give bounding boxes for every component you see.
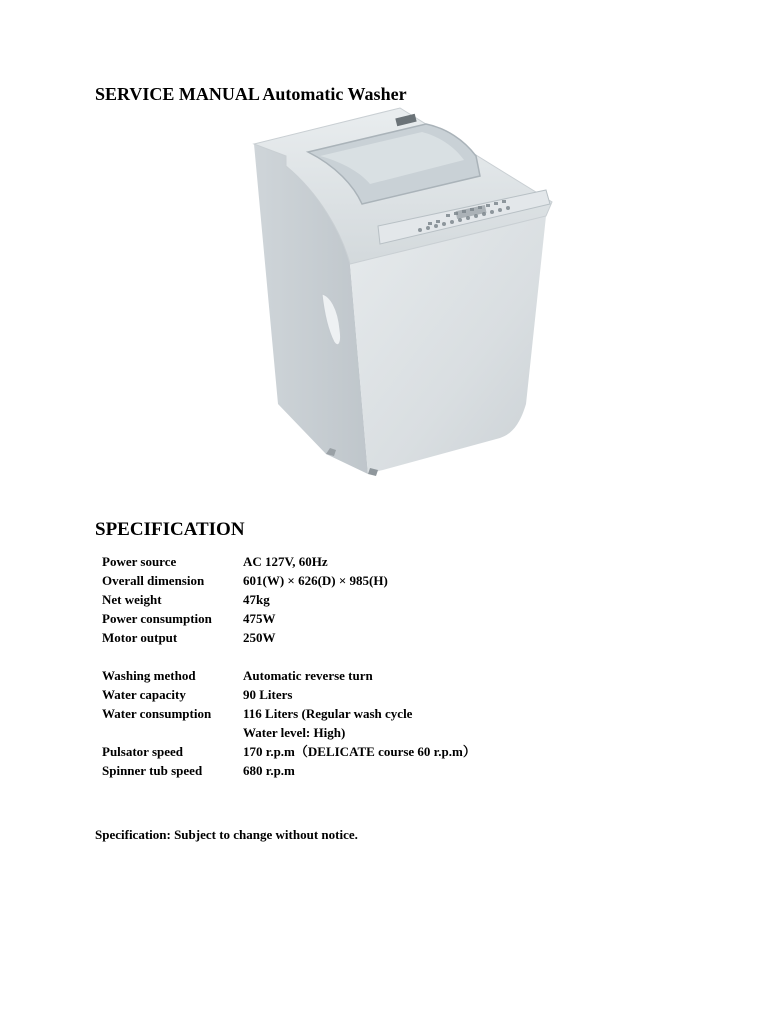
table-row — [102, 609, 476, 628]
spec-value: 475W — [243, 611, 276, 626]
table-row — [102, 685, 476, 704]
table-row — [102, 571, 476, 590]
table-row — [102, 704, 476, 723]
spec-label: Net weight — [102, 592, 162, 607]
spec-value: 601(W) × 626(D) × 985(H) — [243, 573, 388, 588]
spec-label: Overall dimension — [102, 573, 205, 588]
spec-label: Pulsator speed — [102, 744, 184, 759]
spec-label: Power source — [102, 554, 177, 569]
spec-value: Automatic reverse turn — [243, 668, 373, 683]
table-spacer — [102, 647, 476, 666]
spec-value: AC 127V, 60Hz — [243, 554, 328, 569]
spec-value: 90 Liters — [243, 687, 293, 702]
document-title: SERVICE MANUAL Automatic Washer — [95, 84, 407, 104]
spec-label: Washing method — [102, 668, 196, 683]
table-row — [102, 723, 476, 742]
table-row — [102, 590, 476, 609]
spec-label: Water capacity — [102, 687, 186, 702]
spec-label: Water consumption — [102, 706, 212, 721]
table-row — [102, 666, 476, 685]
table-row — [102, 552, 476, 571]
spec-value: Water level: High) — [243, 725, 346, 740]
table-row — [102, 628, 476, 647]
table-row — [102, 761, 476, 780]
spec-label — [102, 723, 243, 742]
spec-value: 250W — [243, 630, 276, 645]
spec-label: Motor output — [102, 630, 178, 645]
spec-value: 680 r.p.m — [243, 763, 295, 778]
spec-label: Power consumption — [102, 611, 212, 626]
washer-photo — [250, 104, 556, 476]
table-row — [102, 742, 476, 761]
spec-label: Spinner tub speed — [102, 763, 203, 778]
specification-note: Specification: Subject to change without notice. — [95, 827, 358, 842]
spec-value: 47kg — [243, 592, 270, 607]
spec-value: 116 Liters (Regular wash cycle — [243, 706, 413, 721]
spec-value: 170 r.p.m（DELICATE course 60 r.p.m） — [243, 744, 476, 759]
specification-table — [102, 552, 476, 780]
specification-heading: SPECIFICATION — [95, 519, 245, 540]
